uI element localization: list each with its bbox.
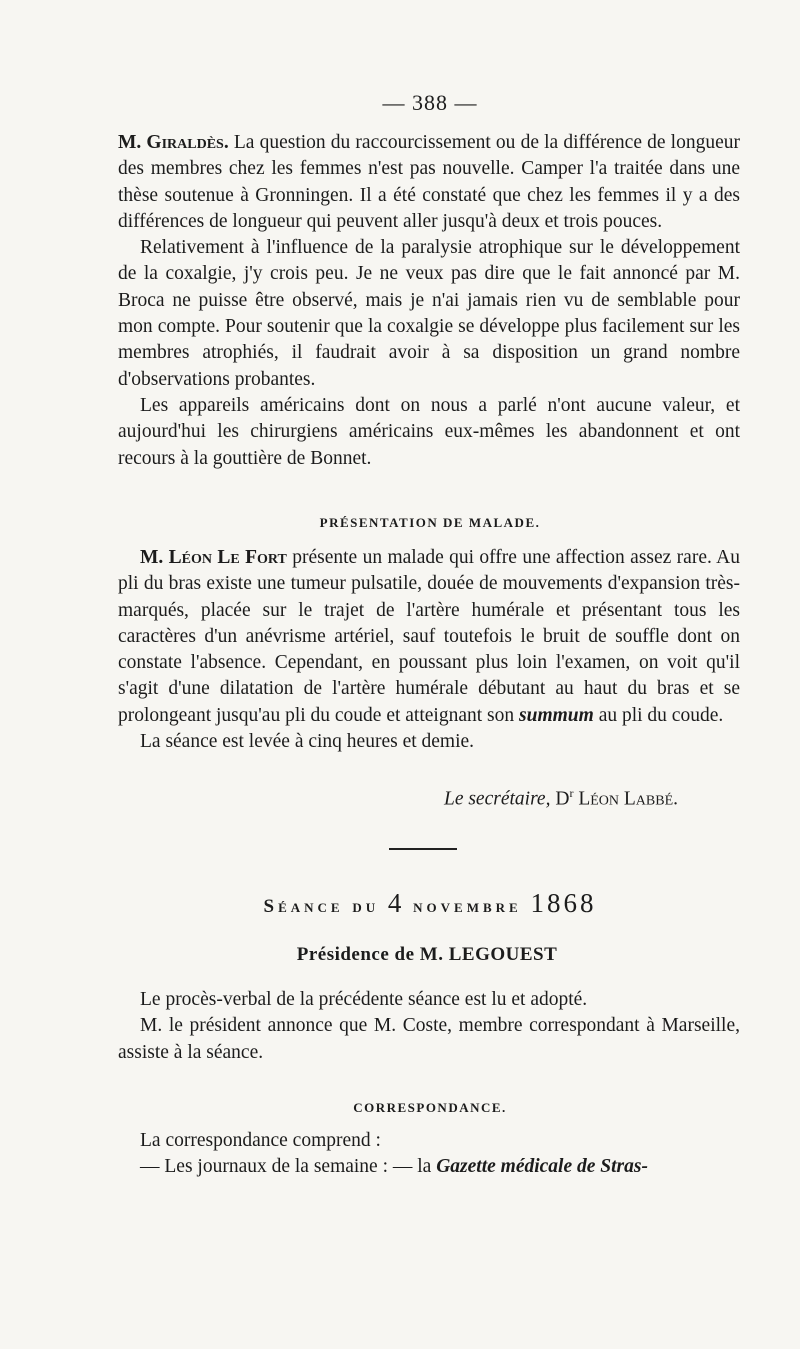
paragraph-appareils: Les appareils américains dont on nous a parlé n'ont aucune valeur, et aujourd'hui les chirurgiens américains eux-mêmes les abandonnent et ont recours à la gouttière de Bonnet.: [118, 394, 740, 469]
italic-term: summum: [519, 704, 594, 726]
seance-year: 1868: [530, 888, 597, 918]
seance-day: 4: [387, 888, 405, 918]
signature-name: Léon Labbé.: [573, 788, 678, 810]
presidence-line: Présidence de M. LEGOUEST: [296, 944, 558, 965]
speaker-name: M. Léon Le Fort: [140, 547, 287, 568]
signature-title: D: [550, 788, 570, 810]
paragraph-le-fort: [118, 545, 740, 729]
paragraph-journaux: [118, 1154, 740, 1180]
italic-title: Gazette médicale de Stras-: [436, 1156, 648, 1178]
correspondance-block: [118, 1128, 740, 1181]
paragraph-text: présente un malade qui offre une affection assez rare. Au pli du bras existe une tumeur pulsatile, douée de mouvements d'expansion très-marqués, placée sur le trajet de l'artère humérale et présentant tous les caractères d'un anévrisme artériel, sauf toutefois le bruit de souffle dont on constate l'absence. Cependant, en poussant plus loin l'examen, on voit qu'il s'agit d'une dilatation de l'artère humérale débutant au haut du bras et se prolongeant jusqu'au pli du coude et atteignant son: [118, 547, 740, 726]
signature-line: [118, 786, 678, 811]
speaker-name: M. Giraldès.: [118, 132, 229, 153]
signature-title-sup: r: [569, 786, 574, 800]
proces-verbal-block: [118, 987, 740, 1066]
signature-role: Le secrétaire,: [443, 788, 551, 810]
paragraph-text: — Les journaux de la semaine : — la: [140, 1156, 437, 1178]
seance-word: novembre: [404, 896, 531, 917]
paragraph-proces-verbal: Le procès-verbal de la précédente séance est lu et adopté.: [140, 989, 588, 1010]
paragraph-giraldes: [118, 130, 740, 235]
page-number: — 388 —: [382, 90, 478, 115]
paragraph-text: au pli du coude.: [593, 704, 724, 726]
separator-rule: [389, 848, 457, 850]
paragraph-correspondance: La correspondance comprend :: [140, 1130, 381, 1151]
discussion-block: [118, 130, 740, 472]
paragraph-paralysie: Relativement à l'influence de la paralysie atrophique sur le développement de la coxalgie, j'y crois peu. Je ne veux pas dire que le fait annoncé par M. Broca ne puisse être observé, mais je n'ai jamais rien vu de semblable pour mon compte. Pour soutenir que la coxalgie se développe plus facilement sur les membres atrophiés, il faudrait avoir à sa disposition un grand nombre d'observations probantes.: [118, 237, 740, 390]
paragraph-text: La question du raccourcissement ou de la différence de longueur des membres chez les femmes n'est pas nouvelle. Camper l'a traitée dans une thèse soutenue à Gronningen. Il a été constaté que chez les femmes il y a des différences de longueur qui peuvent aller jusqu'à deux et trois pouces.: [118, 132, 740, 232]
seance-word: Séance du: [263, 896, 388, 917]
presentation-block: [118, 545, 740, 755]
section-heading-correspondance: CORRESPONDANCE.: [353, 1100, 507, 1115]
paragraph-coste: M. le président annonce que M. Coste, membre correspondant à Marseille, assiste à la séance.: [118, 1015, 740, 1063]
paragraph-seance-levee: La séance est levée à cinq heures et demie.: [140, 731, 475, 753]
section-heading-presentation: PRÉSENTATION DE MALADE.: [319, 515, 541, 530]
seance-title: [0, 888, 800, 919]
